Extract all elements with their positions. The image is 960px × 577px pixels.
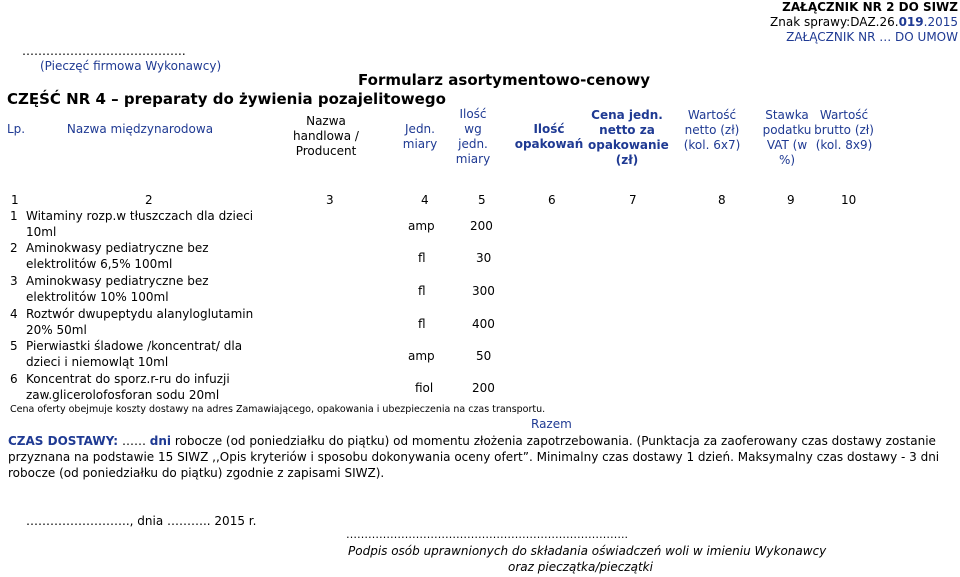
row-unit: amp [408, 349, 435, 363]
signature-caption: Podpis osób uprawnionych do składania oświadczeń woli w imieniu Wykonawcy [348, 544, 827, 558]
delivery-line2: przyznana na podstawie 15 SIWZ ,,Opis kryteriów i sposobu dokonywania oceny ofert”. Minimalny czas dostawy 1 dzień. Maksymalny czas dostawy - 3 dni [8, 450, 940, 464]
row-name-line1: Roztwór dwupeptydu alanyloglutamin [26, 307, 254, 321]
row-lp: 5 [10, 339, 18, 353]
form-title: Formularz asortymentowo-cenowy [358, 71, 650, 89]
row-lp: 1 [10, 209, 18, 223]
row-name-line2: 20% 50ml [26, 323, 87, 337]
date-line: …………………….., dnia ……….. 2015 r. [26, 514, 257, 528]
contract-attachment: ZAŁĄCZNIK NR … DO UMOW [786, 30, 958, 44]
col-number: 4 [421, 193, 429, 207]
row-qty: 200 [470, 219, 493, 233]
row-name-line1: Aminokwasy pediatryczne bez [26, 241, 209, 255]
col-header-unit: Jedn. miary [402, 122, 438, 151]
row-name-line2: zaw.glicerolofosforan sodu 20ml [26, 388, 220, 402]
delivery-paragraph [8, 433, 939, 481]
col-header-qty-per-unit: Ilość wg jedn. miary [455, 107, 491, 166]
row-name-line1: Aminokwasy pediatryczne bez [26, 274, 209, 288]
col-header-net-value: Wartość netto (zł) (kol. 6x7) [683, 108, 741, 152]
price-note: Cena oferty obejmuje koszty dostawy na adres Zamawiającego, opakowania i ubezpieczenia na czas transportu. [10, 404, 546, 415]
attachment-header [770, 0, 958, 45]
col-header-international-name: Nazwa międzynarodowa [66, 122, 214, 136]
row-unit: amp [408, 219, 435, 233]
row-unit: fl [418, 251, 426, 265]
col-number: 2 [145, 193, 153, 207]
delivery-dots: …… [121, 434, 146, 448]
col-number: 8 [718, 193, 726, 207]
col-number: 3 [326, 193, 334, 207]
row-name-line2: elektrolitów 10% 100ml [26, 290, 169, 304]
col-header-vat-rate: Stawka podatku VAT (w %) [762, 108, 812, 167]
part-title: CZĘŚĆ NR 4 – preparaty do żywienia pozajelitowego [7, 90, 446, 108]
total-label: Razem [531, 417, 572, 431]
row-lp: 6 [10, 372, 18, 386]
row-name-line1: Witaminy rozp.w tłuszczach dla dzieci [26, 209, 254, 223]
row-lp: 2 [10, 241, 18, 255]
row-qty: 50 [476, 349, 492, 363]
row-name-line1: Pierwiastki śladowe /koncentrat/ dla [26, 339, 243, 353]
row-name-line2: elektrolitów 6,5% 100ml [26, 257, 173, 271]
row-unit: fiol [415, 381, 434, 395]
col-number: 10 [841, 193, 857, 207]
delivery-line3: robocze (od poniedziałku do piątku) zgodnie z zapisami SIWZ). [8, 466, 385, 480]
row-lp: 3 [10, 274, 18, 288]
row-name-line2: dzieci i niemowląt 10ml [26, 355, 169, 369]
stamp-dots: ………………………………….. [22, 44, 186, 58]
col-number: 9 [787, 193, 795, 207]
signature-dots: ………………………………………………………………….. [346, 528, 628, 541]
row-qty: 300 [472, 284, 495, 298]
col-header-lp: Lp. [6, 122, 26, 136]
row-qty: 400 [472, 317, 495, 331]
col-number: 1 [11, 193, 19, 207]
col-header-unit-price: Cena jedn. netto za opakowanie (zł) [588, 108, 669, 167]
row-unit: fl [418, 317, 426, 331]
col-header-gross-value: Wartość brutto (zł) (kol. 8x9) [814, 108, 874, 152]
stamp-label: (Pieczęć firmowa Wykonawcy) [40, 59, 222, 73]
col-header-packages: Ilość opakowań [514, 122, 584, 151]
row-qty: 200 [472, 381, 495, 395]
row-unit: fl [418, 284, 426, 298]
col-number: 7 [629, 193, 637, 207]
delivery-days: dni [149, 434, 172, 448]
case-number: Znak sprawy:DAZ.26.019.2015 [770, 15, 958, 29]
row-name-line1: Koncentrat do sporz.r-ru do infuzji [26, 372, 230, 386]
attachment-number: ZAŁĄCZNIK NR 2 DO SIWZ [782, 0, 958, 14]
delivery-label: CZAS DOSTAWY: [8, 434, 119, 448]
row-qty: 30 [476, 251, 492, 265]
delivery-line1: CZAS DOSTAWY: …… dni robocze (od poniedziałku do piątku) od momentu złożenia zapotrzebowania. (Punktacja za zaoferowany czas dostawy zostanie [8, 434, 936, 448]
row-lp: 4 [10, 307, 18, 321]
col-number: 5 [478, 193, 486, 207]
col-header-trade-name: Nazwa handlowa / Producent [293, 114, 359, 158]
row-name-line2: 10ml [26, 225, 57, 239]
col-number: 6 [548, 193, 556, 207]
signature-caption-stamp: oraz pieczątka/pieczątki [508, 560, 653, 574]
